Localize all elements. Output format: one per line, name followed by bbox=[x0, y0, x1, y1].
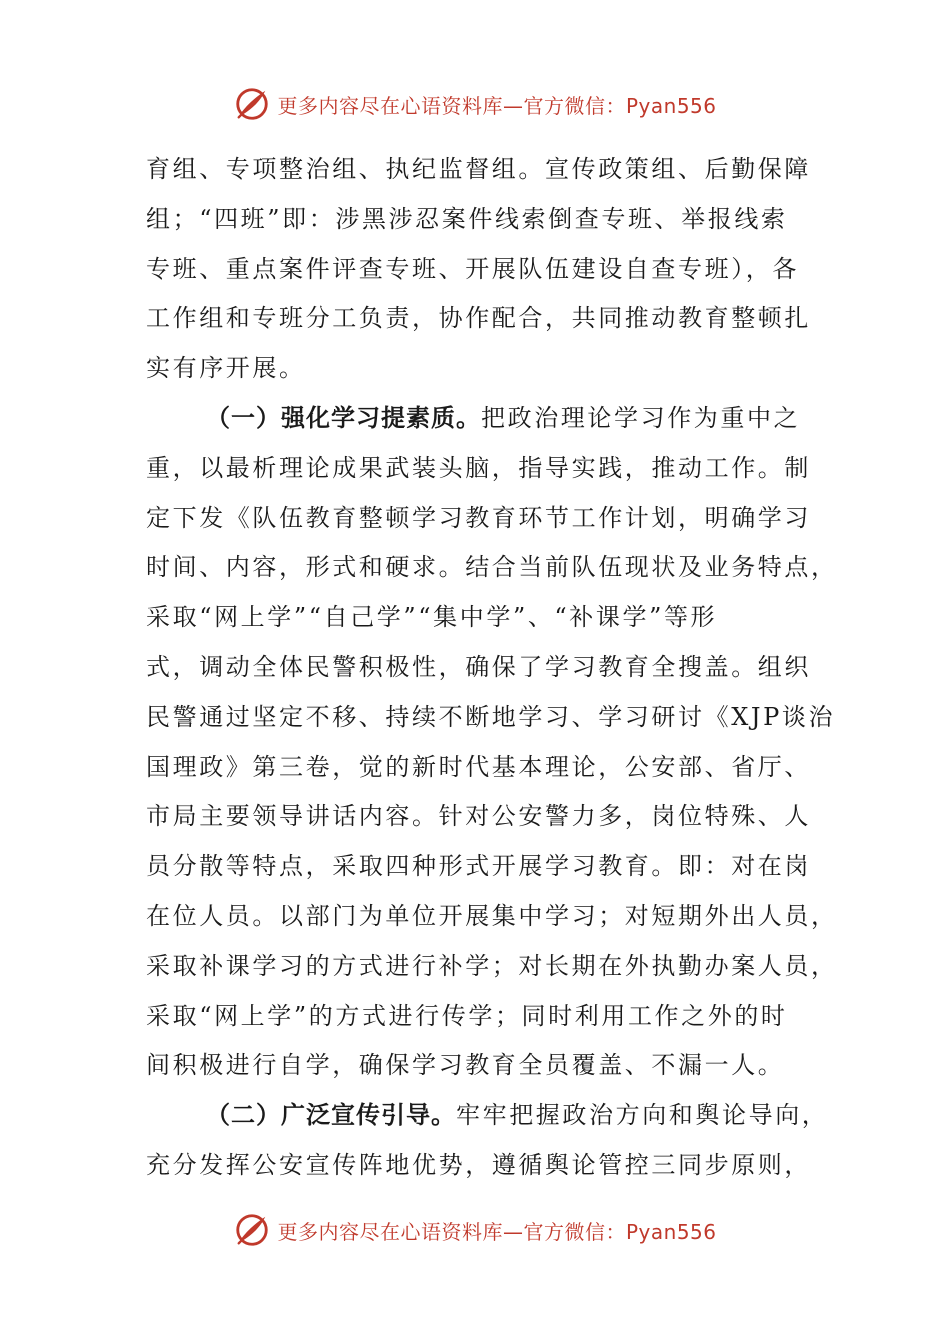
text-line: 充分发挥公安宣传阵地优势，遵循舆论管控三同步原则， bbox=[146, 1150, 811, 1179]
text-line: 采取补课学习的方式进行补学；对长期在外执勤办案人员， bbox=[146, 951, 838, 980]
section-1-heading: （一）强化学习提素质。 bbox=[206, 403, 481, 432]
text-line: 工作组和专班分工负责，协作配合，共同推动教育整顿扎 bbox=[146, 304, 811, 333]
text-line: 时间、内容，形式和硬求。结合当前队伍现状及业务特点， bbox=[146, 553, 838, 582]
section-2-heading: （二）广泛宣传引导。 bbox=[206, 1101, 456, 1130]
text-line: 定下发《队伍教育整顿学习教育环节工作计划，明确学习 bbox=[146, 503, 811, 532]
quill-pen-logo-icon bbox=[233, 1211, 271, 1249]
text-line: 实有序开展。 bbox=[146, 354, 306, 383]
section-2-first-line bbox=[146, 1091, 829, 1141]
text-line: 员分散等特点，采取四种形式开展学习教育。即：对在岗 bbox=[146, 852, 811, 881]
footer-watermark bbox=[0, 1208, 950, 1252]
document-body bbox=[146, 145, 838, 1191]
section-1-first-line bbox=[146, 394, 806, 444]
watermark-text: 更多内容尽在心语资料库—官方微信：Pyan556 bbox=[277, 93, 717, 118]
text-line: 间积极进行自学，确保学习教育全员覆盖、不漏一人。 bbox=[146, 1051, 785, 1080]
text-line: 专班、重点案件评查专班、开展队伍建设自查专班），各 bbox=[146, 254, 799, 283]
text-line: 重，以最析理论成果武装头脑，指导实践，推动工作。制 bbox=[146, 453, 811, 482]
text-line: 在位人员。以部门为单位开展集中学习；对短期外出人员， bbox=[146, 901, 838, 930]
text-line: 市局主要领导讲话内容。针对公安警力多，岗位特殊、人 bbox=[146, 802, 811, 831]
text-line: 采取“网上学”“自己学”“集中学”、“补课学”等形 bbox=[146, 603, 718, 632]
text-line: 组；“四班”即：涉黑涉忍案件线索倒查专班、举报线索 bbox=[146, 204, 788, 233]
quill-pen-logo-icon bbox=[233, 85, 271, 123]
section-1-intro: 把政治理论学习作为重中之 bbox=[481, 403, 801, 432]
text-line: 育组、专项整治组、执纪监督组。宣传政策组、后勤保障 bbox=[146, 155, 811, 183]
text-line: 民警通过坚定不移、持续不断地学习、学习研讨《XJP谈治 bbox=[146, 702, 836, 731]
text-line: 式，调动全体民警积极性，确保了学习教育全搜盖。组织 bbox=[146, 652, 811, 681]
header-watermark bbox=[0, 82, 950, 126]
text-line: 采取“网上学”的方式进行传学；同时利用工作之外的时 bbox=[146, 1001, 788, 1030]
watermark-text: 更多内容尽在心语资料库—官方微信：Pyan556 bbox=[277, 1219, 717, 1244]
text-line: 国理政》第三卷，觉的新时代基本理论，公安部、省厅、 bbox=[146, 752, 811, 781]
section-2-intro: 牢牢把握政治方向和舆论导向， bbox=[456, 1101, 829, 1130]
